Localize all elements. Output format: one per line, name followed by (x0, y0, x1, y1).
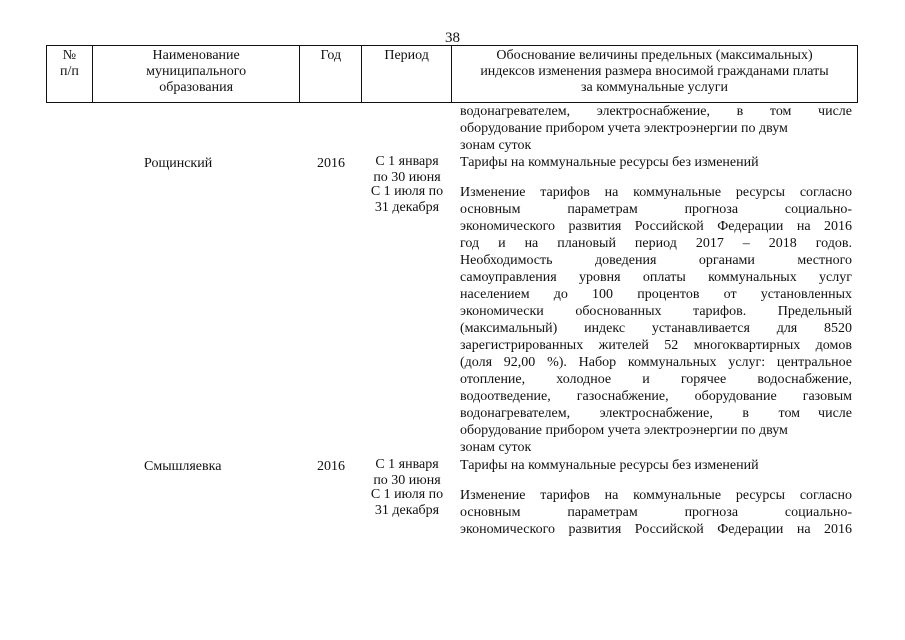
period-line: 31 декабря (374, 503, 440, 518)
period-line: С 1 января (375, 457, 439, 472)
text-line: экономического развития Российской Федерации на 2016 (460, 219, 852, 234)
continuation-text (452, 103, 858, 154)
page-number: 38 (445, 30, 460, 46)
text-line: (максимальный) индекс устанавливается для 8520 (460, 321, 852, 336)
text-line: отопление, холодное и горячее водоснабжение, (460, 372, 852, 387)
year-cell: 2016 (317, 156, 345, 171)
table-row (46, 184, 858, 456)
period-cell (362, 487, 452, 538)
text-line: экономического развития Российской Федерации на 2016 (460, 522, 852, 537)
table-row (46, 457, 858, 489)
period-line: 31 декабря (374, 200, 440, 215)
text-line: водоотведение, газоснабжение, оборудование газовым (460, 389, 852, 404)
text-line: оборудование прибором учета электроэнергии по двум (460, 121, 788, 136)
period-cell (362, 184, 452, 456)
period-line: С 1 июля по (370, 487, 444, 502)
table-row (46, 487, 858, 538)
table-header (46, 45, 858, 103)
header-year: Год (300, 46, 362, 102)
basis-cell (452, 487, 858, 538)
period-line: С 1 января (375, 154, 439, 169)
period-line: по 30 июня (373, 473, 441, 488)
text-line: год и на плановый период 2017 – 2018 годов. (460, 236, 852, 251)
period-line: С 1 июля по (370, 184, 444, 199)
text-line: зарегистрированных жителей 52 многоквартирных домов (460, 338, 852, 353)
period-line: по 30 июня (373, 170, 441, 185)
text-line: Необходимость доведения органами местного (460, 253, 852, 268)
text-line: основным параметрам прогноза социально- (460, 505, 852, 520)
text-line: водонагревателем, электроснабжение, в том числе (460, 406, 852, 421)
text-line: (доля 92,00 %). Набор коммунальных услуг: центральное (460, 355, 852, 370)
text-line: Тарифы на коммунальные ресурсы без изменений (460, 458, 759, 473)
header-period: Период (362, 46, 452, 102)
text-line: Тарифы на коммунальные ресурсы без изменений (460, 155, 759, 170)
period-cell (362, 457, 452, 489)
year-cell: 2016 (317, 459, 345, 474)
table-row (46, 154, 858, 186)
header-municipality: Наименование муниципального образования (93, 46, 300, 102)
header-basis: Обоснование величины предельных (максимальных) индексов изменения размера вносимой гражданами платы за коммунальные услуги (480, 48, 829, 95)
text-line: самоуправления уровня оплаты коммунальных услуг (460, 270, 852, 285)
text-line: зонам суток (460, 440, 532, 455)
tariff-table (46, 45, 858, 538)
basis-cell (452, 457, 858, 489)
text-line: зонам суток (460, 138, 532, 153)
text-line: оборудование прибором учета электроэнергии по двум (460, 423, 788, 438)
municipality-name: Смышляевка (144, 459, 222, 474)
header-number: № п/п (47, 46, 93, 102)
period-cell (362, 154, 452, 186)
text-line: Изменение тарифов на коммунальные ресурсы согласно (460, 488, 852, 503)
text-line: экономически обоснованных тарифов. Предельный (460, 304, 852, 319)
municipality-name: Рощинский (144, 156, 213, 171)
basis-cell (452, 184, 858, 456)
text-line: водонагревателем, электроснабжение, в том числе (460, 104, 852, 119)
continuation-row (46, 103, 858, 154)
text-line: основным параметрам прогноза социально- (460, 202, 852, 217)
basis-cell (452, 154, 858, 186)
text-line: населением до 100 процентов от установленных (460, 287, 852, 302)
text-line: Изменение тарифов на коммунальные ресурсы согласно (460, 185, 852, 200)
